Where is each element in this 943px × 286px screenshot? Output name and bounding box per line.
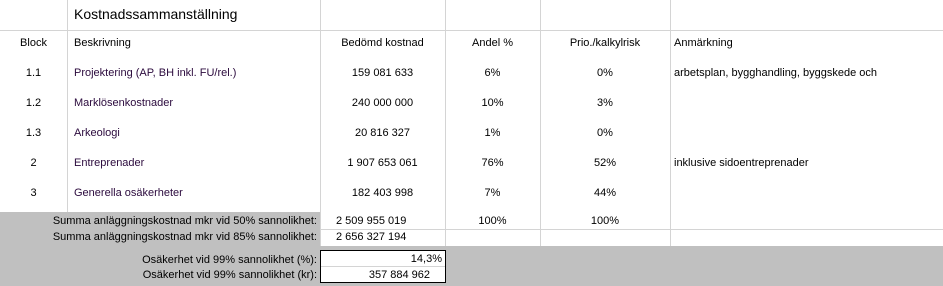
row-description: Projektering (AP, BH inkl. FU/rel.) — [74, 67, 237, 79]
row-description: Arkeologi — [74, 127, 120, 139]
row-share: 1% — [484, 127, 501, 139]
row-share: 7% — [484, 187, 501, 199]
row-block: 1.1 — [25, 67, 42, 79]
row-remark: inklusive sidoentreprenader — [674, 157, 809, 169]
header-remark: Anmärkning — [674, 37, 733, 49]
header-description: Beskrivning — [74, 37, 131, 49]
sum-85-value: 2 656 327 194 — [336, 231, 407, 243]
sum-50-value: 2 509 955 019 — [336, 215, 407, 227]
page-title: Kostnadssammanställning — [74, 6, 238, 22]
sum-50-share: 100% — [478, 215, 507, 227]
row-description: Generella osäkerheter — [74, 187, 183, 199]
row-share: 76% — [481, 157, 504, 169]
row-cost: 159 081 633 — [351, 67, 414, 79]
row-cost: 20 816 327 — [354, 127, 411, 139]
sum-50-label: Summa anläggningskostnad mkr vid 50% sannolikhet: — [52, 215, 317, 227]
row-prio: 44% — [593, 187, 617, 199]
header-prio: Prio./kalkylrisk — [569, 37, 641, 49]
row-cost: 182 403 998 — [351, 187, 414, 199]
uncertainty-kr-label: Osäkerhet vid 99% sannolikhet (kr): — [142, 269, 317, 281]
row-prio: 0% — [597, 127, 613, 139]
row-share: 10% — [481, 97, 504, 109]
uncertainty-pct-label: Osäkerhet vid 99% sannolikhet (%): — [142, 254, 317, 266]
uncertainty-kr-value: 357 884 962 — [368, 269, 430, 281]
row-remark: arbetsplan, bygghandling, byggskede och — [674, 67, 878, 79]
sum-85-label: Summa anläggningskostnad mkr vid 85% sannolikhet: — [52, 231, 317, 243]
row-description: Entreprenader — [74, 157, 145, 169]
row-cost: 1 907 653 061 — [347, 157, 418, 169]
row-prio: 3% — [597, 97, 613, 109]
row-description: Marklösenkostnader — [74, 97, 174, 109]
header-block: Block — [20, 37, 47, 49]
row-share: 6% — [484, 67, 501, 79]
row-prio: 0% — [597, 67, 613, 79]
sum-50-prio: 100% — [590, 215, 620, 227]
row-block: 1.3 — [25, 127, 42, 139]
row-cost: 240 000 000 — [351, 97, 414, 109]
header-cost: Bedömd kostnad — [341, 37, 424, 49]
uncertainty-pct-value: 14,3% — [410, 253, 442, 265]
row-block: 1.2 — [25, 97, 42, 109]
row-block: 2 — [30, 157, 37, 169]
header-share: Andel % — [472, 37, 513, 49]
row-block: 3 — [30, 187, 37, 199]
row-prio: 52% — [593, 157, 617, 169]
